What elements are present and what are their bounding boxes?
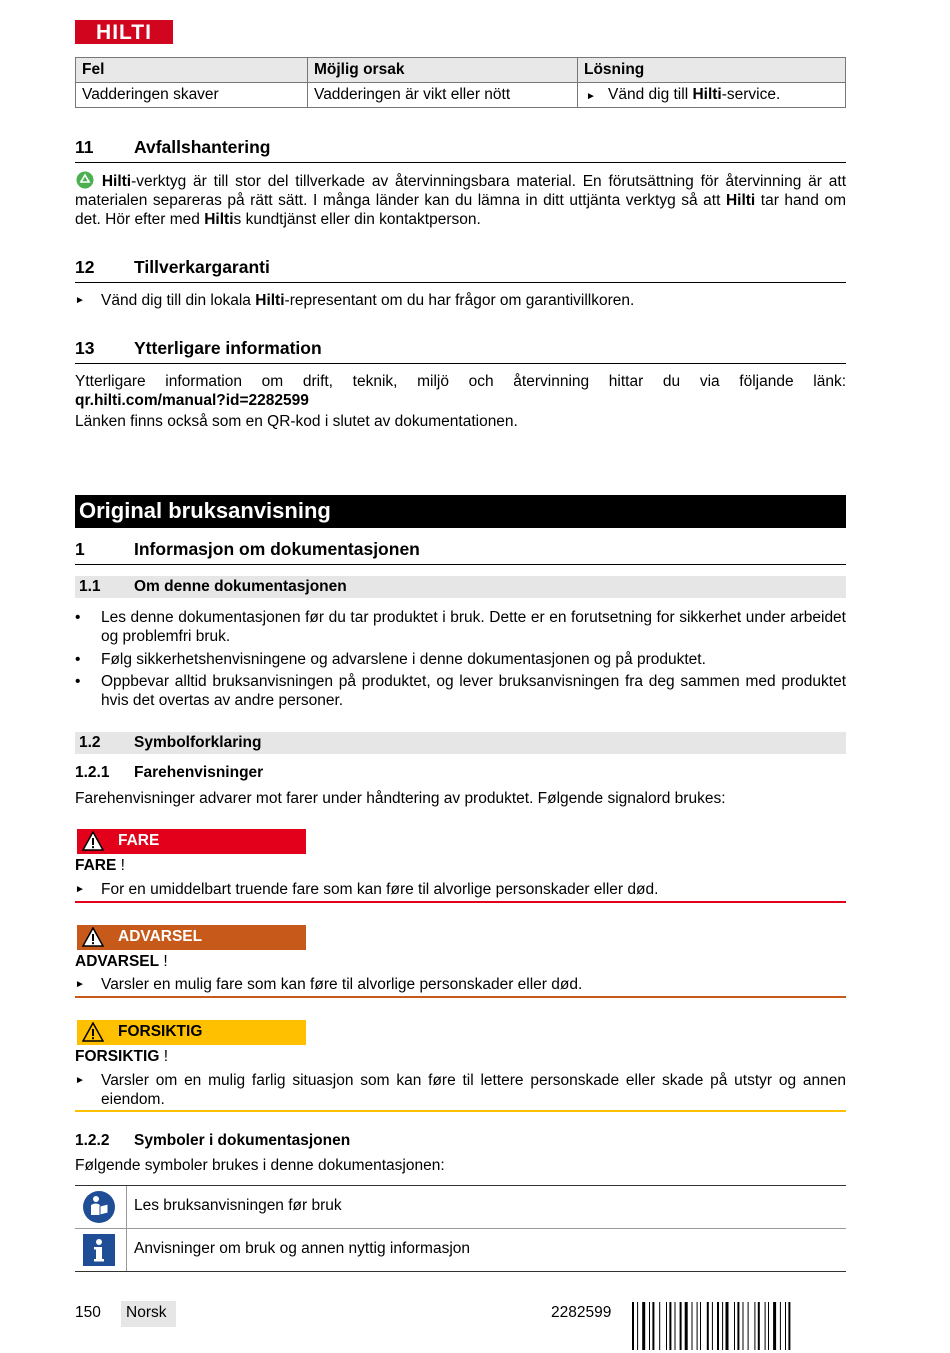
- table-row: [75, 1186, 846, 1229]
- cell-fault: Vadderingen skaver: [76, 83, 308, 108]
- barcode-icon: [632, 1302, 846, 1350]
- section-heading-12: 12 Tillverkargaranti: [75, 257, 846, 283]
- signal-word-fare: FARE !: [75, 857, 125, 874]
- info-icon: [83, 1234, 115, 1266]
- signal-label-forsiktig: FORSIKTIG: [77, 1020, 306, 1045]
- list-item: • Les denne dokumentasjonen før du tar produktet i bruk. Dette er en forutsetning for sikkerhet under arbeidet og problemfri bruk.: [75, 609, 846, 645]
- page-number: 150: [75, 1304, 101, 1321]
- signal-description: ► Varsler en mulig fare som kan føre til alvorlige personskader eller død.: [75, 976, 583, 993]
- warning-triangle-icon: [82, 927, 104, 947]
- hazard-intro: Farehenvisninger advarer mot farer under håndtering av produktet. Følgende signalord brukes:: [75, 790, 726, 807]
- bullet-dot: •: [75, 651, 81, 668]
- header-solution: Lösning: [578, 58, 846, 83]
- arrow-bullet-icon: ►: [586, 91, 596, 102]
- svg-text:HILTI: HILTI: [96, 21, 152, 44]
- recycling-paragraph: Hilti-verktyg är till stor del tillverkade av återvinningsbara material. En förutsättning för återvinning är att materialen separeras på rätt sätt. I många länder kan du lämna in ditt uttjänta verktyg så att Hilti tar hand om det. Hör efter med Hiltis kundtjänst eller din kontaktperson.: [75, 173, 846, 228]
- subsection-heading-1-2-1: 1.2.1 Farehenvisninger: [75, 764, 264, 781]
- signal-label-fare: FARE: [77, 829, 306, 854]
- recycling-icon: [75, 171, 95, 188]
- signal-description: ► For en umiddelbart truende fare som kan føre til alvorlige personskader eller død.: [75, 881, 659, 898]
- column-divider: [126, 1186, 127, 1228]
- signal-rule-forsiktig: [75, 1110, 846, 1112]
- header-fault: Fel: [76, 58, 308, 83]
- subsection-heading-1-2: 1.2 Symbolforklaring: [75, 732, 846, 754]
- section-heading-1: 1 Informasjon om dokumentasjonen: [75, 539, 846, 565]
- signal-rule-fare: [75, 901, 846, 903]
- column-divider: [126, 1229, 127, 1271]
- info-line: Ytterligare information om drift, teknik, miljö och återvinning hittar du via följande länk:: [75, 373, 846, 390]
- troubleshooting-table: [75, 57, 846, 108]
- section-heading-11: 11 Avfallshantering: [75, 137, 846, 163]
- symbols-intro: Følgende symboler brukes i denne dokumentasjonen:: [75, 1157, 445, 1174]
- arrow-bullet-icon: ►: [75, 884, 85, 895]
- qr-note: Länken finns också som en QR-kod i slutet av dokumentationen.: [75, 413, 518, 430]
- symbol-description: Anvisninger om bruk og annen nyttig informasjon: [134, 1240, 471, 1257]
- subsection-heading-1-1: 1.1 Om denne dokumentasjonen: [75, 576, 846, 598]
- signal-word-advarsel: ADVARSEL !: [75, 953, 168, 970]
- signal-label-advarsel: ADVARSEL: [77, 925, 306, 950]
- table-row: [75, 1229, 846, 1272]
- header-cause: Möjlig orsak: [308, 58, 578, 83]
- signal-description: ► Varsler om en mulig farlig situasjon som kan føre til lettere personskade eller skade på utstyr og annen eiendom.: [75, 1072, 846, 1108]
- cell-cause: Vadderingen är vikt eller nött: [308, 83, 578, 108]
- signal-rule-advarsel: [75, 996, 846, 998]
- warning-triangle-icon: [82, 1022, 104, 1042]
- warning-triangle-icon: [82, 831, 104, 851]
- arrow-bullet-icon: ►: [75, 1075, 85, 1086]
- section-banner: Original bruksanvisning: [75, 495, 846, 528]
- table-row: [76, 83, 846, 108]
- bullet-dot: •: [75, 609, 81, 626]
- arrow-bullet-icon: ►: [75, 979, 85, 990]
- subsection-heading-1-2-2: 1.2.2 Symboler i dokumentasjonen: [75, 1132, 351, 1149]
- table-header-row: [76, 58, 846, 83]
- signal-word-forsiktig: FORSIKTIG !: [75, 1048, 169, 1065]
- read-manual-icon: [83, 1191, 115, 1223]
- bullet-dot: •: [75, 673, 81, 690]
- list-item: • Oppbevar alltid bruksanvisningen på produktet, og lever bruksanvisningen fra deg sammen med produktet hvis det overtas av andre personer.: [75, 673, 846, 709]
- hilti-logo: [75, 20, 173, 44]
- document-code: 2282599: [551, 1304, 612, 1321]
- symbol-description: Les bruksanvisningen før bruk: [134, 1197, 342, 1214]
- manual-link[interactable]: qr.hilti.com/manual?id=2282599: [75, 392, 309, 409]
- list-item: • Følg sikkerhetshenvisningene og advarslene i denne dokumentasjonen og på produktet.: [75, 651, 706, 668]
- section-heading-13: 13 Ytterligare information: [75, 338, 846, 364]
- language-tag: Norsk: [121, 1301, 176, 1327]
- arrow-bullet-icon: ►: [75, 295, 85, 306]
- cell-solution: ► Vänd dig till Hilti-service.: [578, 83, 846, 108]
- warranty-item: ► Vänd dig till din lokala Hilti-representant om du har frågor om garantivillkoren.: [75, 292, 635, 309]
